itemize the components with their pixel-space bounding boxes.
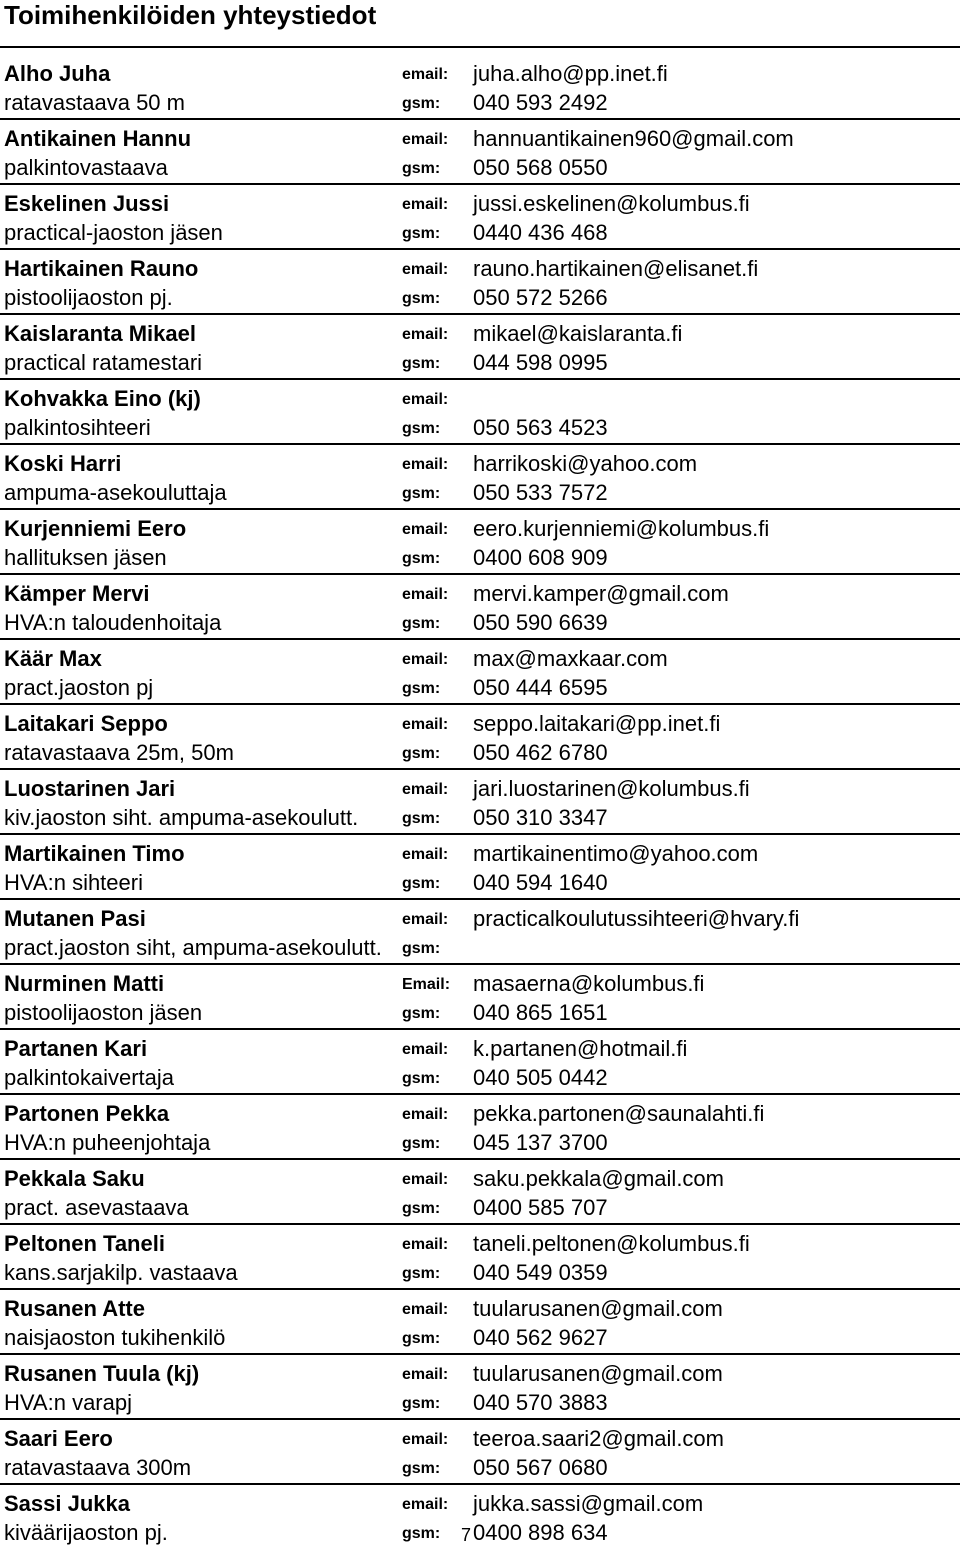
gsm-label: gsm:	[402, 290, 441, 307]
gsm-number: 0400 585 707	[473, 1195, 608, 1220]
contact-line-name-email	[0, 124, 960, 153]
contact-role: HVA:n varapj	[4, 1390, 132, 1415]
contact-role: pract. asevastaava	[4, 1195, 189, 1220]
contact-name: Partanen Kari	[4, 1036, 148, 1061]
gsm-number: 050 568 0550	[473, 155, 608, 180]
email-address[interactable]: masaerna@kolumbus.fi	[473, 971, 705, 996]
gsm-number: 0400 898 634	[473, 1520, 608, 1545]
gsm-label: gsm:	[402, 1070, 441, 1087]
email-label: email:	[402, 261, 449, 278]
contact-role: pistoolijaoston pj.	[4, 285, 173, 310]
gsm-number: 044 598 0995	[473, 350, 608, 375]
contact-role: ratavastaava 25m, 50m	[4, 740, 234, 765]
contact-line-name-email	[0, 904, 960, 933]
contact-name: Peltonen Taneli	[4, 1231, 165, 1256]
contact-entry	[0, 835, 960, 900]
contact-entry	[0, 510, 960, 575]
email-label: email:	[402, 1041, 449, 1058]
gsm-label: gsm:	[402, 225, 441, 242]
contact-name: Pekkala Saku	[4, 1166, 145, 1191]
email-label: email:	[402, 586, 449, 603]
contact-line-name-email	[0, 774, 960, 803]
email-label: email:	[402, 456, 449, 473]
contact-role: HVA:n taloudenhoitaja	[4, 610, 222, 635]
gsm-number: 050 567 0680	[473, 1455, 608, 1480]
email-address[interactable]: jari.luostarinen@kolumbus.fi	[473, 776, 750, 801]
contact-name: Hartikainen Rauno	[4, 256, 199, 281]
contact-line-role-gsm	[0, 218, 960, 247]
contact-line-name-email	[0, 1489, 960, 1518]
contact-line-name-email	[0, 1359, 960, 1388]
gsm-number: 040 570 3883	[473, 1390, 608, 1415]
contact-line-role-gsm	[0, 673, 960, 702]
email-address[interactable]: seppo.laitakari@pp.inet.fi	[473, 711, 721, 736]
email-label: email:	[402, 196, 449, 213]
contact-entry	[0, 250, 960, 315]
contact-line-role-gsm	[0, 868, 960, 897]
contact-name: Alho Juha	[4, 61, 111, 86]
contact-role: naisjaoston tukihenkilö	[4, 1325, 226, 1350]
contact-line-role-gsm	[0, 998, 960, 1027]
contact-line-role-gsm	[0, 1063, 960, 1092]
gsm-number: 050 572 5266	[473, 285, 608, 310]
gsm-number: 050 533 7572	[473, 480, 608, 505]
contact-line-name-email	[0, 319, 960, 348]
contact-role: HVA:n sihteeri	[4, 870, 143, 895]
email-address[interactable]: martikainentimo@yahoo.com	[473, 841, 759, 866]
email-label: email:	[402, 846, 449, 863]
email-label: email:	[402, 716, 449, 733]
contact-role: pract.jaoston siht, ampuma-asekoulutt.	[4, 935, 382, 960]
email-address[interactable]: mikael@kaislaranta.fi	[473, 321, 683, 346]
contact-line-role-gsm	[0, 413, 960, 442]
contact-line-role-gsm	[0, 1518, 960, 1547]
contact-line-role-gsm	[0, 153, 960, 182]
gsm-label: gsm:	[402, 745, 441, 762]
email-address[interactable]: mervi.kamper@gmail.com	[473, 581, 729, 606]
contact-line-name-email	[0, 709, 960, 738]
gsm-label: gsm:	[402, 550, 441, 567]
contact-line-name-email	[0, 1164, 960, 1193]
email-label: email:	[402, 1106, 449, 1123]
email-label: email:	[402, 1431, 449, 1448]
email-address[interactable]: jussi.eskelinen@kolumbus.fi	[473, 191, 750, 216]
contact-entry	[0, 575, 960, 640]
gsm-number: 050 462 6780	[473, 740, 608, 765]
contact-role: practical-jaoston jäsen	[4, 220, 223, 245]
contact-role: ampuma-asekouluttaja	[4, 480, 227, 505]
gsm-label: gsm:	[402, 1005, 441, 1022]
contact-line-role-gsm	[0, 348, 960, 377]
gsm-number: 050 590 6639	[473, 610, 608, 635]
contact-line-role-gsm	[0, 283, 960, 312]
email-address[interactable]: max@maxkaar.com	[473, 646, 668, 671]
email-label: email:	[402, 1301, 449, 1318]
email-label: email:	[402, 1496, 449, 1513]
contact-role: palkintosihteeri	[4, 415, 151, 440]
contact-entry	[0, 1095, 960, 1160]
gsm-label: gsm:	[402, 1200, 441, 1217]
contact-entry	[0, 640, 960, 705]
gsm-number: 040 562 9627	[473, 1325, 608, 1350]
contact-entry	[0, 705, 960, 770]
email-label: email:	[402, 66, 449, 83]
contact-role: ratavastaava 50 m	[4, 90, 185, 115]
contact-line-name-email	[0, 384, 960, 413]
gsm-number: 0440 436 468	[473, 220, 608, 245]
email-label: email:	[402, 131, 449, 148]
contact-entry	[0, 1030, 960, 1095]
contact-line-role-gsm	[0, 478, 960, 507]
email-label: email:	[402, 1171, 449, 1188]
gsm-label: gsm:	[402, 680, 441, 697]
contact-name: Koski Harri	[4, 451, 122, 476]
email-address[interactable]: harrikoski@yahoo.com	[473, 451, 698, 476]
contact-line-name-email	[0, 189, 960, 218]
contact-name: Kämper Mervi	[4, 581, 150, 606]
email-address[interactable]: tuularusanen@gmail.com	[473, 1361, 723, 1386]
contact-line-role-gsm	[0, 1258, 960, 1287]
gsm-label: gsm:	[402, 420, 441, 437]
contact-entry	[0, 315, 960, 380]
gsm-label: gsm:	[402, 485, 441, 502]
contact-line-name-email	[0, 1099, 960, 1128]
contact-line-role-gsm	[0, 738, 960, 767]
contact-entry	[0, 1225, 960, 1290]
contact-line-role-gsm	[0, 1388, 960, 1417]
contact-entry	[0, 770, 960, 835]
contact-list	[0, 55, 960, 1548]
gsm-number: 045 137 3700	[473, 1130, 608, 1155]
contact-entry	[0, 185, 960, 250]
email-label: email:	[402, 391, 449, 408]
contact-line-role-gsm	[0, 1128, 960, 1157]
contact-name: Antikainen Hannu	[4, 126, 192, 151]
gsm-number: 0400 608 909	[473, 545, 608, 570]
email-address[interactable]: juha.alho@pp.inet.fi	[473, 61, 668, 86]
contact-line-name-email	[0, 644, 960, 673]
contact-role: kiväärijaoston pj.	[4, 1520, 168, 1545]
email-address[interactable]: k.partanen@hotmail.fi	[473, 1036, 688, 1061]
contact-line-name-email	[0, 514, 960, 543]
contact-name: Partonen Pekka	[4, 1101, 170, 1126]
gsm-label: gsm:	[402, 810, 441, 827]
contact-line-name-email	[0, 1229, 960, 1258]
gsm-label: gsm:	[402, 355, 441, 372]
contact-entry	[0, 1485, 960, 1548]
email-label: email:	[402, 1236, 449, 1253]
contact-entry	[0, 55, 960, 120]
contact-entry	[0, 120, 960, 185]
contact-role: ratavastaava 300m	[4, 1455, 192, 1480]
contact-role: practical ratamestari	[4, 350, 203, 375]
contact-name: Nurminen Matti	[4, 971, 165, 996]
email-label: email:	[402, 651, 449, 668]
contact-name: Martikainen Timo	[4, 841, 185, 866]
email-label: email:	[402, 521, 449, 538]
contact-line-name-email	[0, 839, 960, 868]
email-address[interactable]: tuularusanen@gmail.com	[473, 1296, 723, 1321]
email-address[interactable]: hannuantikainen960@gmail.com	[473, 126, 794, 151]
contact-line-name-email	[0, 1034, 960, 1063]
contact-line-name-email	[0, 1424, 960, 1453]
contact-entry	[0, 1355, 960, 1420]
gsm-number: 040 505 0442	[473, 1065, 608, 1090]
contact-name: Rusanen Atte	[4, 1296, 145, 1321]
gsm-number: 040 593 2492	[473, 90, 608, 115]
contact-name: Kohvakka Eino (kj)	[4, 386, 201, 411]
contact-entry	[0, 1420, 960, 1485]
gsm-number: 040 594 1640	[473, 870, 608, 895]
contact-role: kans.sarjakilp. vastaava	[4, 1260, 238, 1285]
email-label: email:	[402, 326, 449, 343]
email-address[interactable]: taneli.peltonen@kolumbus.fi	[473, 1231, 750, 1256]
email-address[interactable]: pekka.partonen@saunalahti.fi	[473, 1101, 765, 1126]
contact-role: pract.jaoston pj	[4, 675, 154, 700]
contact-name: Mutanen Pasi	[4, 906, 146, 931]
gsm-label: gsm:	[402, 1525, 441, 1542]
page-number: 7	[461, 1525, 472, 1545]
contact-name: Käär Max	[4, 646, 102, 671]
contact-line-role-gsm	[0, 543, 960, 572]
gsm-number: 050 444 6595	[473, 675, 608, 700]
contact-line-name-email	[0, 579, 960, 608]
contact-line-role-gsm	[0, 933, 960, 962]
contact-role: palkintovastaava	[4, 155, 168, 180]
contact-line-name-email	[0, 59, 960, 88]
contact-name: Eskelinen Jussi	[4, 191, 170, 216]
contact-entry	[0, 1160, 960, 1225]
page-title: Toimihenkilöiden yhteystiedot	[4, 0, 377, 30]
gsm-label: gsm:	[402, 1265, 441, 1282]
title-divider	[0, 46, 960, 48]
contact-name: Saari Eero	[4, 1426, 113, 1451]
gsm-number: 050 563 4523	[473, 415, 608, 440]
gsm-number: 040 865 1651	[473, 1000, 608, 1025]
gsm-label: gsm:	[402, 1330, 441, 1347]
gsm-number: 040 549 0359	[473, 1260, 608, 1285]
contact-name: Laitakari Seppo	[4, 711, 168, 736]
contact-entry	[0, 445, 960, 510]
email-label: Email:	[402, 976, 451, 993]
gsm-label: gsm:	[402, 1135, 441, 1152]
gsm-label: gsm:	[402, 615, 441, 632]
contact-line-name-email	[0, 1294, 960, 1323]
email-label: email:	[402, 911, 449, 928]
contact-role: palkintokaivertaja	[4, 1065, 174, 1090]
contact-name: Sassi Jukka	[4, 1491, 130, 1516]
contact-line-name-email	[0, 969, 960, 998]
contact-role: pistoolijaoston jäsen	[4, 1000, 203, 1025]
email-address[interactable]: teeroa.saari2@gmail.com	[473, 1426, 724, 1451]
contact-line-role-gsm	[0, 1193, 960, 1222]
contact-name: Kurjenniemi Eero	[4, 516, 187, 541]
gsm-label: gsm:	[402, 1395, 441, 1412]
contact-line-name-email	[0, 254, 960, 283]
email-address[interactable]: rauno.hartikainen@elisanet.fi	[473, 256, 759, 281]
contact-name: Kaislaranta Mikael	[4, 321, 196, 346]
contact-entry	[0, 965, 960, 1030]
email-label: email:	[402, 781, 449, 798]
gsm-label: gsm:	[402, 875, 441, 892]
contact-name: Luostarinen Jari	[4, 776, 176, 801]
contact-name: Rusanen Tuula (kj)	[4, 1361, 200, 1386]
contact-role: kiv.jaoston siht. ampuma-asekoulutt.	[4, 805, 359, 830]
contact-line-role-gsm	[0, 1453, 960, 1482]
gsm-label: gsm:	[402, 95, 441, 112]
gsm-label: gsm:	[402, 940, 441, 957]
contact-entry	[0, 900, 960, 965]
contact-line-role-gsm	[0, 803, 960, 832]
email-address[interactable]: eero.kurjenniemi@kolumbus.fi	[473, 516, 770, 541]
email-label: email:	[402, 1366, 449, 1383]
email-address[interactable]: jukka.sassi@gmail.com	[473, 1491, 704, 1516]
contact-line-role-gsm	[0, 608, 960, 637]
contact-entry	[0, 1290, 960, 1355]
contact-line-role-gsm	[0, 88, 960, 117]
contact-role: HVA:n puheenjohtaja	[4, 1130, 211, 1155]
contact-line-name-email	[0, 449, 960, 478]
email-address[interactable]: saku.pekkala@gmail.com	[473, 1166, 724, 1191]
email-address[interactable]: practicalkoulutussihteeri@hvary.fi	[473, 906, 800, 931]
gsm-number: 050 310 3347	[473, 805, 608, 830]
gsm-label: gsm:	[402, 160, 441, 177]
contact-entry	[0, 380, 960, 445]
contact-role: hallituksen jäsen	[4, 545, 167, 570]
contact-line-role-gsm	[0, 1323, 960, 1352]
gsm-label: gsm:	[402, 1460, 441, 1477]
